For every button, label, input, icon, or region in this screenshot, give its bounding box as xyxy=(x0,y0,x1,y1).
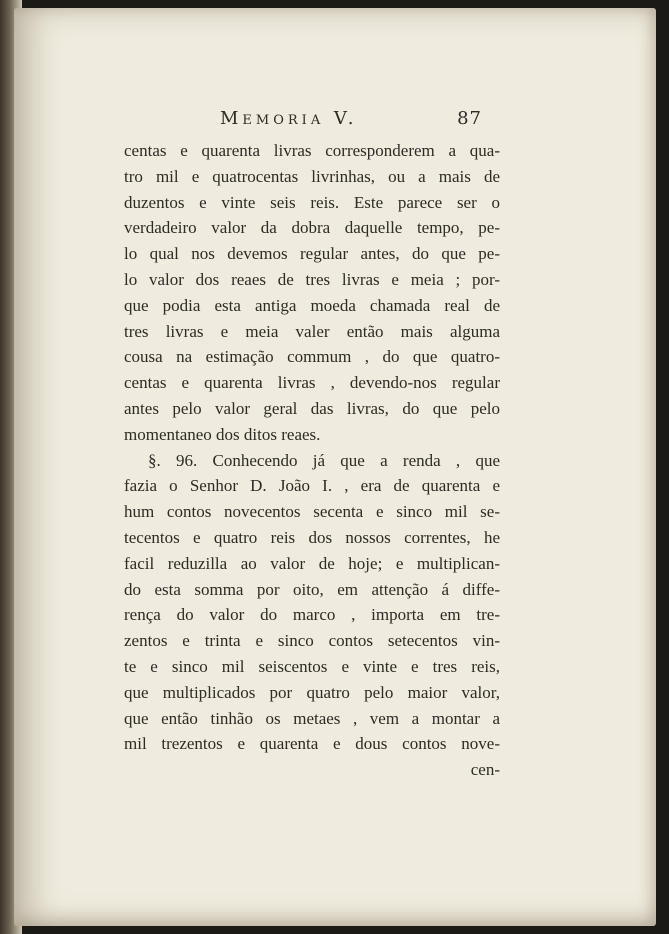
text-line: que podia esta antiga moeda chamada real de xyxy=(124,295,500,315)
text-line: mil trezentos e quarenta e dous contos nove- xyxy=(124,734,500,754)
text-line: hum contos novecentos secenta e sinco mil se- xyxy=(124,502,500,522)
text-line: centas e quarenta livras corresponderem a qua- xyxy=(124,141,500,160)
page-number: 87 xyxy=(457,108,482,129)
text-line: tecentos e quatro reis dos nossos correntes, he xyxy=(124,527,500,547)
running-head xyxy=(124,102,500,138)
text-line: tro mil e quatrocentas livrinhas, ou a mais de xyxy=(124,166,500,186)
text-line: lo valor dos reaes de tres livras e meia ; por- xyxy=(124,269,500,289)
body-text xyxy=(124,138,500,783)
text-block xyxy=(124,102,500,783)
section-start-line: §. 96. Conhecendo já que a renda , que xyxy=(148,450,500,470)
text-line: que então tinhão os metaes , vem a montar a xyxy=(124,708,500,728)
text-line: lo qual nos devemos regular antes, do que pe- xyxy=(124,244,500,264)
text-line: do esta somma por oito, em attenção á diffe- xyxy=(124,579,500,599)
text-line: momentaneo dos ditos reaes. xyxy=(124,424,321,444)
text-line: centas e quarenta livras , devendo-nos regular xyxy=(124,373,500,393)
text-line: antes pelo valor geral das livras, do que pelo xyxy=(124,398,500,418)
text-line: cousa na estimação commum , do que quatro- xyxy=(124,347,500,367)
text-line: tres livras e meia valer então mais alguma xyxy=(124,321,500,341)
text-line: zentos e trinta e sinco contos setecentos vin- xyxy=(124,631,500,651)
book-page xyxy=(14,8,656,926)
catchword: cen- xyxy=(470,760,500,780)
text-line: verdadeiro valor da dobra daquelle tempo, pe- xyxy=(124,218,500,238)
text-line: duzentos e vinte seis reis. Este parece ser o xyxy=(124,192,500,212)
text-line: que multiplicados por quatro pelo maior valor, xyxy=(124,682,500,702)
text-line: facil reduzilla ao valor de hoje; e multiplican- xyxy=(124,553,500,573)
text-line: rença do valor do marco , importa em tre- xyxy=(124,605,500,625)
running-title: Memoria V. xyxy=(220,108,358,129)
text-line: fazia o Senhor D. João I. , era de quarenta e xyxy=(124,476,500,496)
text-line: te e sinco mil seiscentos e vinte e tres reis, xyxy=(124,656,500,676)
